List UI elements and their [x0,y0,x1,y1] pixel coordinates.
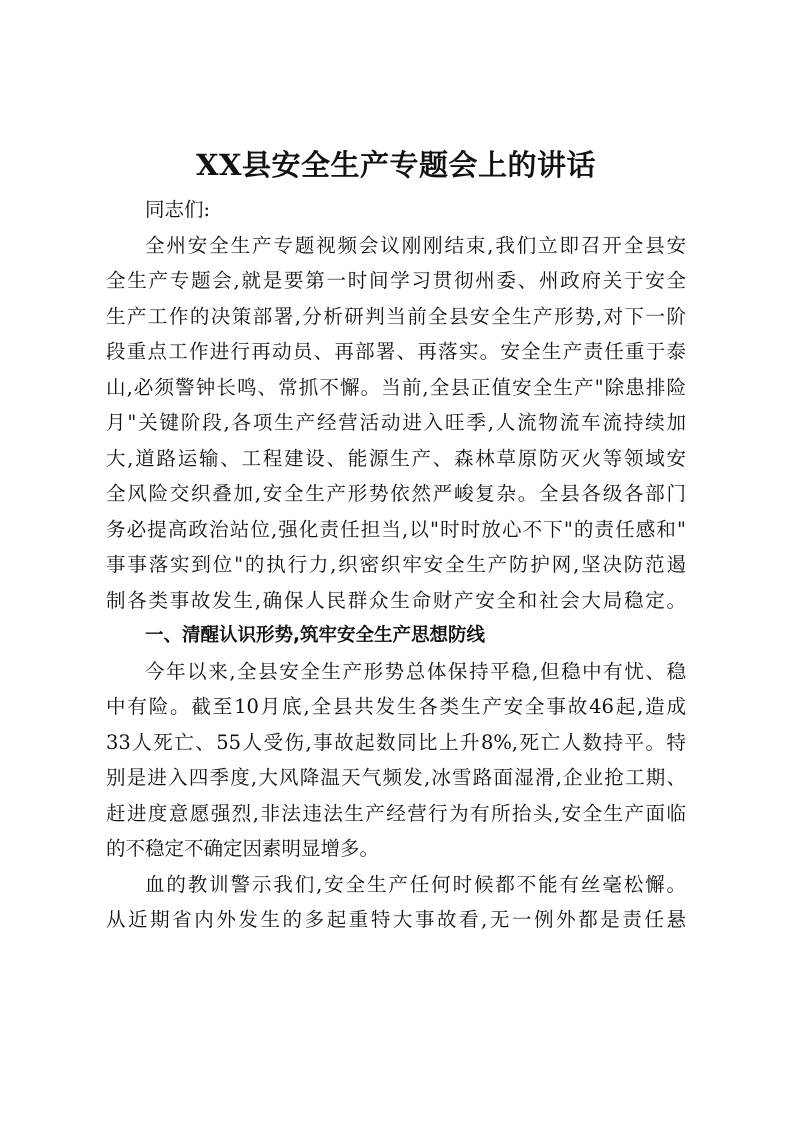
paragraph-line: 赶进度意愿强烈,非法违法生产经营行为有所抬头,安全生产面临 [106,801,686,825]
paragraph-line: 中有险。截至10月底,全县共发生各类生产安全事故46起,造成 [106,695,686,718]
paragraph-line: 大,道路运输、工程建设、能源生产、森林草原防灭火等领域安 [106,446,686,470]
section-heading: 一、清醒认识形势,筑牢安全生产思想防线 [145,625,486,646]
paragraph-line: 别是进入四季度,大风降温天气频发,冰雪路面湿滑,企业抢工期、 [106,766,686,789]
document-body [106,142,686,938]
document-title: XX县安全生产专题会上的讲话 [195,148,596,182]
paragraph-line: 从近期省内外发生的多起重特大事故看,无一例外都是责任悬 [106,908,686,931]
paragraph-3 [106,867,686,938]
paragraph-line: 山,必须警钟长鸣、常抓不懈。当前,全县正值安全生产"除患排险 [106,375,686,399]
paragraph-line: 月"关键阶段,各项生产经营活动进入旺季,人流物流车流持续加 [106,411,686,434]
paragraph-line: 务必提高政治站位,强化责任担当,以"时时放心不下"的责任感和" [106,517,686,541]
salutation: 同志们: [145,198,211,221]
paragraph-1 [106,228,686,619]
paragraph-line: 全风险交织叠加,安全生产形势依然严峻复杂。全县各级各部门 [106,482,686,505]
paragraph-line: 全生产专题会,就是要第一时间学习贯彻州委、州政府关于安全 [106,269,686,292]
paragraph-line: 的不稳定不确定因素明显增多。 [106,837,380,860]
paragraph-line: 生产工作的决策部署,分析研判当前全县安全生产形势,对下一阶 [106,304,686,328]
paragraph-line: 段重点工作进行再动员、再部署、再落实。安全生产责任重于泰 [106,340,686,363]
paragraph-2 [106,654,686,867]
paragraph-line: 血的教训警示我们,安全生产任何时候都不能有丝毫松懈。 [145,872,686,896]
paragraph-line: 33人死亡、55人受伤,事故起数同比上升8%,死亡人数持平。特 [106,730,686,754]
paragraph-line: 制各类事故发生,确保人民群众生命财产安全和社会大局稳定。 [106,588,686,612]
paragraph-line: 事事落实到位"的执行力,织密织牢安全生产防护网,坚决防范遏 [106,553,686,576]
paragraph-line: 全州安全生产专题视频会议刚刚结束,我们立即召开全县安 [145,233,686,257]
paragraph-line: 今年以来,全县安全生产形势总体保持平稳,但稳中有忧、稳 [145,659,686,683]
